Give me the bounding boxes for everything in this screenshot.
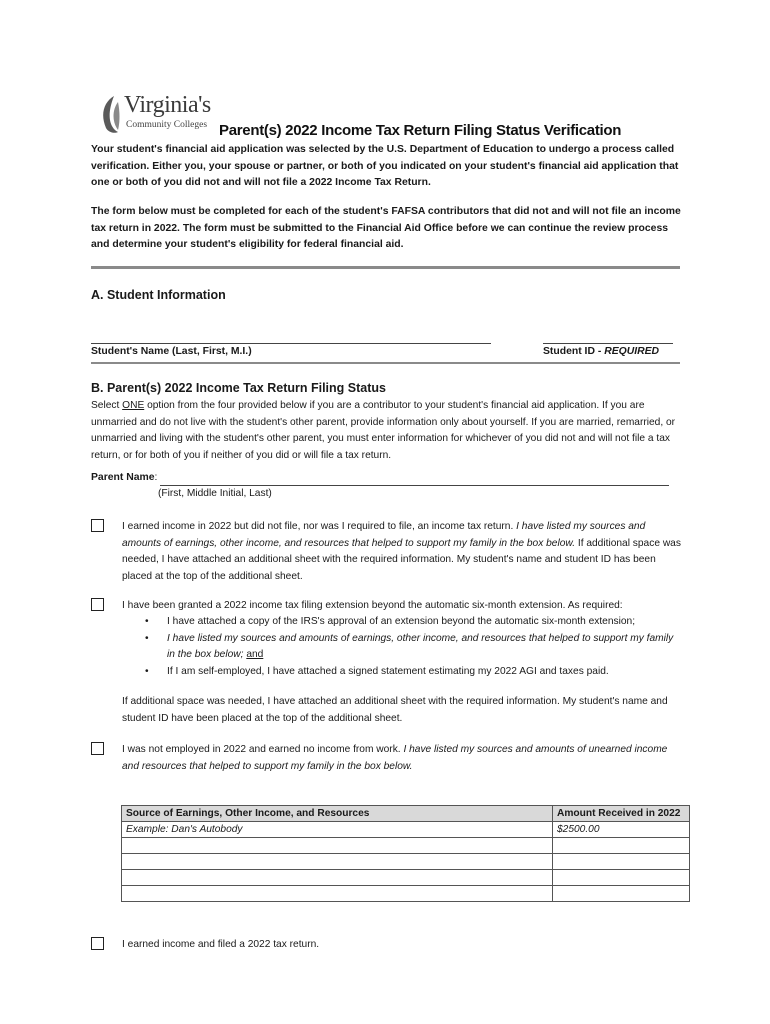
student-name-label: Student's Name (Last, First, M.I.) (91, 346, 252, 357)
amount-input-cell[interactable] (553, 886, 690, 902)
section-divider (91, 266, 680, 269)
intro-paragraph-2: The form below must be completed for each of the student's FAFSA contributors that did not and will not file an income tax return in 2022. The form must be submitted to the Financial Aid Office before we can continue the review process and determine your student's eligibility for federal financial aid. (91, 206, 681, 250)
section-a-heading: A. Student Information (91, 288, 226, 302)
source-input-cell[interactable] (122, 838, 553, 854)
student-id-label-text: Student ID - (543, 346, 605, 357)
bullet-2-and: and (246, 649, 264, 660)
bullet-3-text: If I am self-employed, I have attached a signed statement estimating my 2022 AGI and taxes paid. (167, 665, 609, 677)
option-2-tail: If additional space was needed, I have attached an additional sheet with the required information. My student's name and student ID have been placed at the top of the additional sheet. (122, 696, 668, 724)
option-1-tail: If additional space was needed, I have attached an additional sheet with the required information. My student's name and student ID has been placed at the top of the additional sheet. (122, 537, 681, 582)
option-1-italic: I have listed my sources and amounts of earnings, other income, and resources that helped to support my family in the box below. (122, 521, 646, 549)
parent-name-field[interactable] (160, 485, 669, 486)
section-a-bottom-rule (91, 362, 680, 364)
table-row (122, 822, 690, 838)
column-header-source: Source of Earnings, Other Income, and Resources (122, 806, 553, 822)
parent-name-label-text: Parent Name (91, 472, 155, 483)
option-2-text: I have been granted a 2022 income tax filing extension beyond the automatic six-month extension. As required: (122, 600, 623, 611)
bullet-icon: • (145, 616, 149, 627)
income-sources-table (121, 805, 690, 902)
student-id-field[interactable] (543, 343, 673, 344)
option-1-text (122, 519, 682, 585)
bullet-icon: • (145, 632, 149, 644)
bullet-item (145, 664, 675, 681)
intro-paragraph-1: Your student's financial aid application was selected by the U.S. Department of Education to undergo a process called verification. Either you, your spouse or partner, or both of you indicated on your student's financial aid application that one or both of you did not and will not file a 2022 Income Tax Return. (91, 144, 679, 188)
bullet-item (145, 631, 675, 664)
instr-pre: Select (91, 400, 123, 411)
section-b-heading: B. Parent(s) 2022 Income Tax Return Filing Status (91, 381, 386, 395)
student-id-required: REQUIRED (604, 346, 660, 357)
option-2-checkbox[interactable] (91, 598, 104, 611)
table-row (122, 886, 690, 902)
option-1-checkbox[interactable] (91, 519, 104, 532)
amount-input-cell[interactable] (553, 870, 690, 886)
source-input-cell[interactable] (122, 854, 553, 870)
instr-one: ONE (122, 400, 145, 411)
option-1-plain: I earned income in 2022 but did not file, nor was I required to file, an income tax return. (122, 521, 517, 532)
bullet-1-text: I have attached a copy of the IRS's approval of an extension beyond the automatic six-month extension; (167, 616, 636, 627)
table-header-row (122, 806, 690, 822)
example-amount-cell: $2500.00 (553, 822, 690, 838)
instr-post: option from the four provided below if you are a contributor to your student's financial aid application. If you are unmarried and do not live with the student's other parent, provide information only about yourself. If you are married, remarried, or unmarried and living with the student's other parent, you must enter information for whichever of you did not and will not file a tax return, or for both of you if neither of you did or will file a tax return. (91, 400, 676, 461)
table-row (122, 854, 690, 870)
page-title: Parent(s) 2022 Income Tax Return Filing Status Verification (219, 122, 622, 139)
student-name-field[interactable] (91, 343, 491, 344)
amount-input-cell[interactable] (553, 854, 690, 870)
table-row (122, 838, 690, 854)
option-4-text: I earned income and filed a 2022 tax return. (122, 939, 320, 950)
source-input-cell[interactable] (122, 886, 553, 902)
example-source-cell: Example: Dan's Autobody (122, 822, 553, 838)
table-row (122, 870, 690, 886)
parent-name-label: Parent Name: (91, 472, 158, 483)
option-3-italic: I have listed my sources and amounts of unearned income and resources that helped to support my family in the box below. (122, 744, 668, 772)
option-3-plain: I was not employed in 2022 and earned no income from work. (122, 744, 404, 755)
bullet-2-text: I have listed my sources and amounts of earnings, other income, and resources that helped to support my family in the box below; (167, 632, 674, 660)
source-input-cell[interactable] (122, 870, 553, 886)
bullet-item (145, 614, 675, 631)
parent-name-hint: (First, Middle Initial, Last) (158, 488, 272, 499)
option-3-text (122, 742, 682, 775)
column-header-amount: Amount Received in 2022 (553, 806, 690, 822)
option-3-checkbox[interactable] (91, 742, 104, 755)
option-2-bullets (145, 614, 675, 680)
logo-subtitle: Community Colleges (126, 120, 208, 130)
option-4-checkbox[interactable] (91, 937, 104, 950)
student-id-label (543, 346, 659, 357)
bullet-icon: • (145, 665, 149, 677)
section-b-instructions (91, 398, 681, 464)
amount-input-cell[interactable] (553, 838, 690, 854)
logo-wordmark: Virginia's (124, 92, 211, 118)
